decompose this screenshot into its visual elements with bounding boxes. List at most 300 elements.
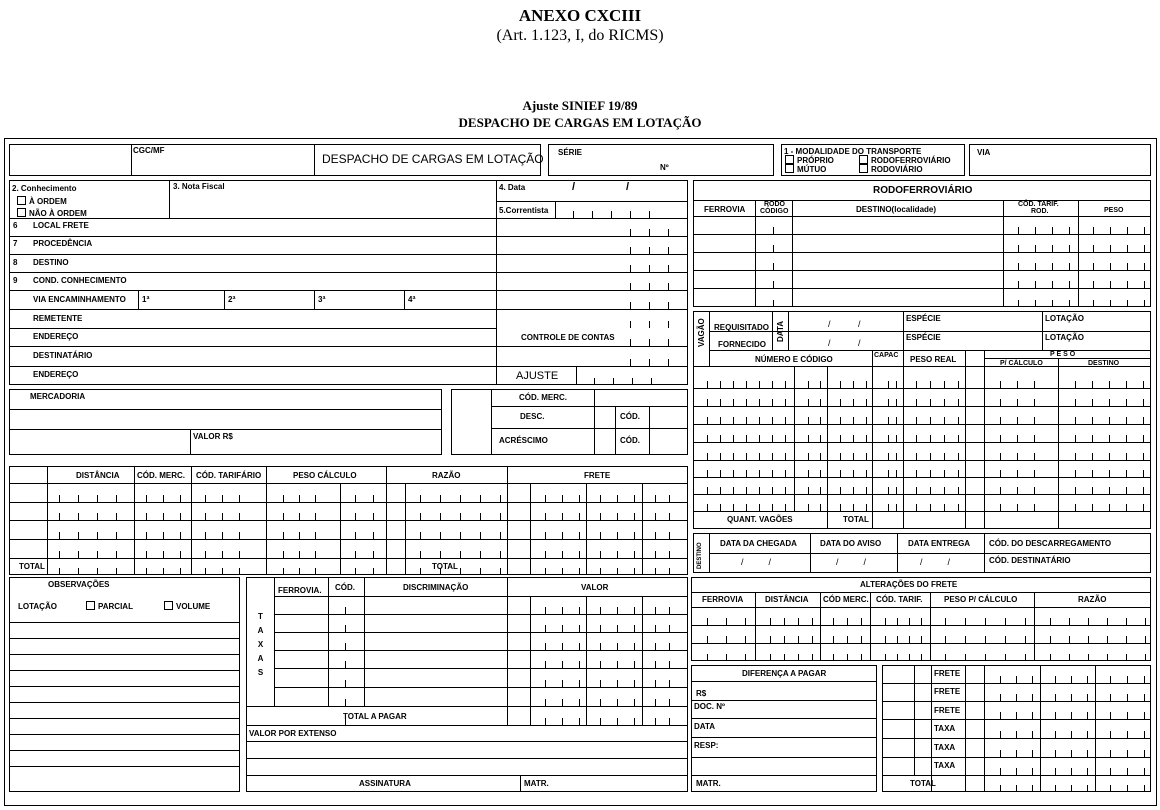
digit-tick [1075, 381, 1076, 388]
digit-tick [1075, 399, 1076, 406]
digit-tick [1035, 227, 1036, 234]
digit-tick [78, 568, 79, 575]
digit-tick [1000, 381, 1001, 388]
digit-tick [808, 399, 809, 406]
digit-tick [180, 495, 181, 502]
digit-tick [720, 470, 721, 477]
digit-tick [840, 453, 841, 460]
digit-tick [1110, 712, 1111, 719]
digit-tick [861, 654, 862, 661]
digit-tick [785, 381, 786, 388]
digit-tick [1055, 731, 1056, 738]
digit-tick [562, 718, 563, 725]
digit-tick [600, 718, 601, 725]
digit-tick [958, 381, 959, 388]
digit-tick [617, 625, 618, 632]
digit-tick [853, 504, 854, 511]
digit-tick [146, 495, 147, 502]
digit-tick [460, 551, 461, 558]
digit-tick [1017, 381, 1018, 388]
digit-tick [480, 568, 481, 575]
digit-tick [847, 636, 848, 643]
via-label: VIA [977, 148, 991, 157]
digit-tick [916, 381, 917, 388]
digit-tick [1016, 750, 1017, 757]
digit-tick [440, 513, 441, 520]
distancia-header: DISTÂNCIA [76, 471, 120, 480]
digit-tick [315, 513, 316, 520]
digit-tick [634, 661, 635, 668]
quant-vagoes-label: QUANT. VAGÕES [727, 515, 793, 524]
digit-tick [808, 435, 809, 442]
digit-tick [1145, 654, 1146, 661]
digit-tick [460, 532, 461, 539]
digit-tick [921, 654, 922, 661]
digit-tick [1052, 245, 1053, 252]
assinatura-label: ASSINATURA [359, 779, 411, 788]
document-title: DESPACHO DE CARGAS EM LOTAÇÃO [458, 115, 702, 130]
codigo-col-header: CÓDIGO [760, 208, 789, 215]
digit-tick [1069, 227, 1070, 234]
digit-tick [545, 532, 546, 539]
digit-tick [866, 417, 867, 424]
digit-tick [1050, 654, 1051, 661]
digit-tick [1093, 263, 1094, 270]
nota-fiscal-label: 3. Nota Fiscal [173, 182, 225, 191]
digit-tick [345, 607, 346, 614]
digit-tick [355, 532, 356, 539]
digit-tick [617, 699, 618, 706]
digit-tick [866, 470, 867, 477]
digit-tick [1034, 487, 1035, 494]
frete-header: FRETE [584, 471, 611, 480]
mutuo-option[interactable]: MÚTUO [785, 164, 826, 174]
digit-tick [1107, 654, 1108, 661]
digit-tick [707, 381, 708, 388]
digit-tick [866, 381, 867, 388]
digit-tick [1092, 487, 1093, 494]
digit-tick [746, 417, 747, 424]
digit-tick [634, 680, 635, 687]
digit-tick [707, 417, 708, 424]
digit-tick [746, 470, 747, 477]
digit-tick [1126, 636, 1127, 643]
digit-tick [630, 339, 631, 346]
volume-checkbox[interactable] [164, 601, 173, 610]
digit-tick [617, 661, 618, 668]
digit-tick [1069, 263, 1070, 270]
digit-tick [1055, 785, 1056, 792]
frete1-label: FRETE [934, 669, 961, 678]
digit-tick [1107, 636, 1108, 643]
nao-a-ordem-checkbox[interactable] [17, 208, 26, 217]
digit-tick [1069, 618, 1070, 625]
digit-tick [655, 625, 656, 632]
digit-tick [1032, 768, 1033, 775]
digit-tick [772, 470, 773, 477]
digit-tick [562, 532, 563, 539]
digit-tick [345, 718, 346, 725]
digit-tick [668, 359, 669, 366]
digit-tick [500, 551, 501, 558]
digit-tick [545, 625, 546, 632]
a-ordem-checkbox[interactable] [17, 196, 26, 205]
digit-tick [163, 513, 164, 520]
digit-tick [373, 513, 374, 520]
digit-tick [239, 532, 240, 539]
digit-tick [116, 551, 117, 558]
via-box[interactable] [969, 144, 1151, 176]
digit-tick [1050, 618, 1051, 625]
taxa2-label: TAXA [934, 743, 956, 752]
digit-tick [239, 495, 240, 502]
digit-tick [1144, 227, 1145, 234]
digit-tick [345, 625, 346, 632]
dif-data-label: DATA [694, 722, 716, 731]
digit-tick [733, 487, 734, 494]
dif-total-label: TOTAL [910, 779, 936, 788]
digit-tick [1087, 694, 1088, 701]
digit-tick [770, 636, 771, 643]
digit-tick [930, 487, 931, 494]
digit-tick [808, 504, 809, 511]
digit-tick [1126, 453, 1127, 460]
digit-tick [1000, 785, 1001, 792]
digit-tick [1127, 750, 1128, 757]
digit-tick [785, 504, 786, 511]
digit-tick [649, 339, 650, 346]
digit-tick [726, 636, 727, 643]
digit-tick [116, 513, 117, 520]
digit-tick [373, 568, 374, 575]
digit-tick [1016, 731, 1017, 738]
mutuo-checkbox[interactable] [785, 164, 794, 173]
digit-tick [772, 399, 773, 406]
digit-tick [562, 661, 563, 668]
digit-tick [649, 211, 650, 218]
digit-tick [745, 636, 746, 643]
digit-tick [1017, 504, 1018, 511]
rod-header: ROD. [1031, 208, 1049, 215]
rodoferroviario-option[interactable]: RODOFERROVIÁRIO [859, 155, 951, 165]
digit-tick [958, 453, 959, 460]
cod-merc-box [451, 389, 688, 455]
digit-tick [896, 381, 897, 388]
digit-tick [888, 487, 889, 494]
digit-tick [707, 399, 708, 406]
digit-tick [562, 625, 563, 632]
digit-tick [1110, 300, 1111, 307]
digit-tick [545, 513, 546, 520]
digit-tick [759, 417, 760, 424]
digit-tick [930, 470, 931, 477]
digit-tick [669, 699, 670, 706]
digit-tick [1018, 245, 1019, 252]
digit-tick [59, 532, 60, 539]
capac-header: CAPAC [874, 352, 899, 359]
digit-tick [634, 625, 635, 632]
digit-tick [562, 643, 563, 650]
data-entrega-label: DATA ENTREGA [908, 539, 971, 548]
digit-tick [888, 435, 889, 442]
digit-tick [1075, 504, 1076, 511]
digit-tick [985, 654, 986, 661]
digit-tick [1018, 281, 1019, 288]
digit-tick [958, 487, 959, 494]
digit-tick [896, 399, 897, 406]
digit-tick [655, 680, 656, 687]
digit-tick [205, 495, 206, 502]
digit-tick [1110, 245, 1111, 252]
alt-razao-header: RAZÃO [1078, 595, 1107, 604]
digit-tick [909, 654, 910, 661]
proprio-checkbox[interactable] [785, 155, 794, 164]
digit-tick [916, 487, 917, 494]
digit-tick [707, 453, 708, 460]
cond-conhecimento-label: COND. CONHECIMENTO [33, 276, 127, 285]
digit-tick [1143, 470, 1144, 477]
digit-tick [840, 381, 841, 388]
digit-tick [345, 661, 346, 668]
nao-a-ordem-option[interactable]: NÃO À ORDEM [17, 208, 87, 218]
digit-tick [808, 470, 809, 477]
digit-tick [222, 495, 223, 502]
digit-tick [1127, 712, 1128, 719]
digit-tick [1088, 654, 1089, 661]
digit-tick [840, 399, 841, 406]
digit-tick [1000, 453, 1001, 460]
digit-tick [921, 636, 922, 643]
digit-tick [283, 513, 284, 520]
digit-tick [1025, 618, 1026, 625]
digit-tick [1126, 417, 1127, 424]
destino-vagao-header: DESTINO [1088, 360, 1120, 367]
digit-tick [205, 532, 206, 539]
digit-tick [746, 435, 747, 442]
cod1-label: CÓD. [620, 412, 640, 421]
digit-tick [772, 417, 773, 424]
peso-calculo-header: PESO CÁLCULO [293, 471, 357, 480]
digit-tick [480, 513, 481, 520]
digit-tick [600, 607, 601, 614]
digit-tick [897, 654, 898, 661]
digit-tick [630, 321, 631, 328]
digit-tick [1032, 712, 1033, 719]
ferrovia-col-header: FERROVIA [704, 205, 746, 214]
digit-tick [146, 551, 147, 558]
digit-tick [500, 513, 501, 520]
digit-tick [1000, 768, 1001, 775]
digit-tick [1035, 300, 1036, 307]
digit-tick [784, 654, 785, 661]
digit-tick [1087, 676, 1088, 683]
digit-tick [785, 487, 786, 494]
digit-tick [1088, 618, 1089, 625]
digit-tick [733, 399, 734, 406]
digit-tick [1143, 453, 1144, 460]
digit-tick [772, 381, 773, 388]
digit-tick [1127, 263, 1128, 270]
digit-tick [1052, 300, 1053, 307]
digit-tick [720, 399, 721, 406]
digit-tick [59, 495, 60, 502]
volume-option[interactable]: VOLUME [164, 601, 210, 611]
digit-tick [1000, 417, 1001, 424]
digit-tick [1075, 487, 1076, 494]
digit-tick [630, 265, 631, 272]
digit-tick [562, 680, 563, 687]
digit-tick [726, 618, 727, 625]
digit-tick [1005, 618, 1006, 625]
digit-tick [866, 399, 867, 406]
digit-tick [812, 618, 813, 625]
digit-tick [1055, 750, 1056, 757]
digit-tick [1034, 417, 1035, 424]
digit-tick [180, 551, 181, 558]
digit-tick [885, 654, 886, 661]
digit-tick [1092, 399, 1093, 406]
digit-tick [1071, 712, 1072, 719]
parcial-checkbox[interactable] [86, 601, 95, 610]
digit-tick [945, 654, 946, 661]
digit-tick [1092, 417, 1093, 424]
digit-tick [1087, 731, 1088, 738]
digit-tick [669, 607, 670, 614]
digit-tick [888, 453, 889, 460]
digit-tick [808, 381, 809, 388]
digit-tick [600, 513, 601, 520]
parcial-option[interactable]: PARCIAL [86, 601, 133, 611]
procedencia-label: PROCEDÊNCIA [33, 239, 93, 248]
digit-tick [888, 399, 889, 406]
digit-tick [759, 504, 760, 511]
digit-tick [1034, 399, 1035, 406]
digit-tick [630, 229, 631, 236]
digit-tick [180, 568, 181, 575]
digit-tick [784, 636, 785, 643]
digit-tick [853, 435, 854, 442]
digit-tick [1127, 227, 1128, 234]
digit-tick [707, 435, 708, 442]
taxa1-label: TAXA [934, 724, 956, 733]
digit-tick [355, 513, 356, 520]
digit-tick [545, 661, 546, 668]
cod-merc-header: CÓD. MERC. [137, 471, 185, 480]
digit-tick [97, 532, 98, 539]
valor-header: VALOR [581, 583, 609, 592]
total1-label: TOTAL [19, 562, 45, 571]
digit-tick [1050, 636, 1051, 643]
digit-tick [1071, 785, 1072, 792]
digit-tick [1017, 399, 1018, 406]
digit-tick [1071, 750, 1072, 757]
digit-tick [669, 680, 670, 687]
digit-tick [634, 643, 635, 650]
digit-tick [784, 618, 785, 625]
endereco2-label: ENDEREÇO [33, 370, 79, 379]
digit-tick [634, 513, 635, 520]
digit-tick [853, 487, 854, 494]
rodoferroviario-checkbox[interactable] [859, 155, 868, 164]
digit-tick [420, 513, 421, 520]
digit-tick [460, 513, 461, 520]
digit-tick [1109, 417, 1110, 424]
digit-tick [283, 568, 284, 575]
digit-tick [930, 453, 931, 460]
a-ordem-option[interactable]: À ORDEM [17, 196, 67, 206]
rodoviario-checkbox[interactable] [859, 164, 868, 173]
digit-tick [746, 453, 747, 460]
digit-tick [163, 568, 164, 575]
digit-tick [958, 504, 959, 511]
digit-tick [460, 568, 461, 575]
cod-descarregamento-label: CÓD. DO DESCARREGAMENTO [989, 539, 1112, 548]
digit-tick [630, 359, 631, 366]
digit-tick [315, 495, 316, 502]
digit-tick [785, 417, 786, 424]
digit-tick [669, 551, 670, 558]
digit-tick [345, 643, 346, 650]
digit-tick [545, 495, 546, 502]
digit-tick [1144, 712, 1145, 719]
rodoviario-option[interactable]: RODOVIÁRIO [859, 164, 923, 174]
digit-tick [78, 551, 79, 558]
digit-tick [1000, 712, 1001, 719]
digit-tick [239, 513, 240, 520]
digit-tick [592, 211, 593, 218]
ferrovia-header: FERROVIA. [278, 586, 322, 595]
digit-tick [853, 453, 854, 460]
digit-tick [820, 417, 821, 424]
digit-tick [545, 551, 546, 558]
lotacao-label: LOTAÇÃO [18, 602, 57, 611]
digit-tick [97, 568, 98, 575]
digit-tick [1145, 618, 1146, 625]
digit-tick [1144, 731, 1145, 738]
digit-tick [617, 495, 618, 502]
digit-tick [205, 513, 206, 520]
controle-contas-label: CONTROLE DE CONTAS [521, 333, 615, 342]
digit-tick [1109, 487, 1110, 494]
proprio-option[interactable]: PRÓPRIO [785, 155, 834, 165]
cod-merc-label: CÓD. MERC. [519, 393, 567, 402]
digit-tick [655, 718, 656, 725]
remetente-label: REMETENTE [33, 314, 83, 323]
digit-tick [579, 568, 580, 575]
digit-tick [283, 532, 284, 539]
digit-tick [958, 417, 959, 424]
digit-tick [965, 618, 966, 625]
digit-tick [146, 513, 147, 520]
digit-tick [669, 495, 670, 502]
digit-tick [930, 417, 931, 424]
digit-tick [1110, 227, 1111, 234]
digit-tick [649, 302, 650, 309]
digit-tick [772, 435, 773, 442]
digit-tick [315, 532, 316, 539]
matr-label: MATR. [524, 779, 549, 788]
digit-tick [579, 607, 580, 614]
digit-tick [222, 551, 223, 558]
digit-tick [239, 551, 240, 558]
digit-tick [440, 568, 441, 575]
digit-tick [1144, 281, 1145, 288]
digit-tick [707, 636, 708, 643]
digit-tick [1127, 785, 1128, 792]
acrescimo-label: ACRÉSCIMO [499, 436, 548, 445]
digit-tick [651, 378, 652, 385]
digit-tick [78, 495, 79, 502]
